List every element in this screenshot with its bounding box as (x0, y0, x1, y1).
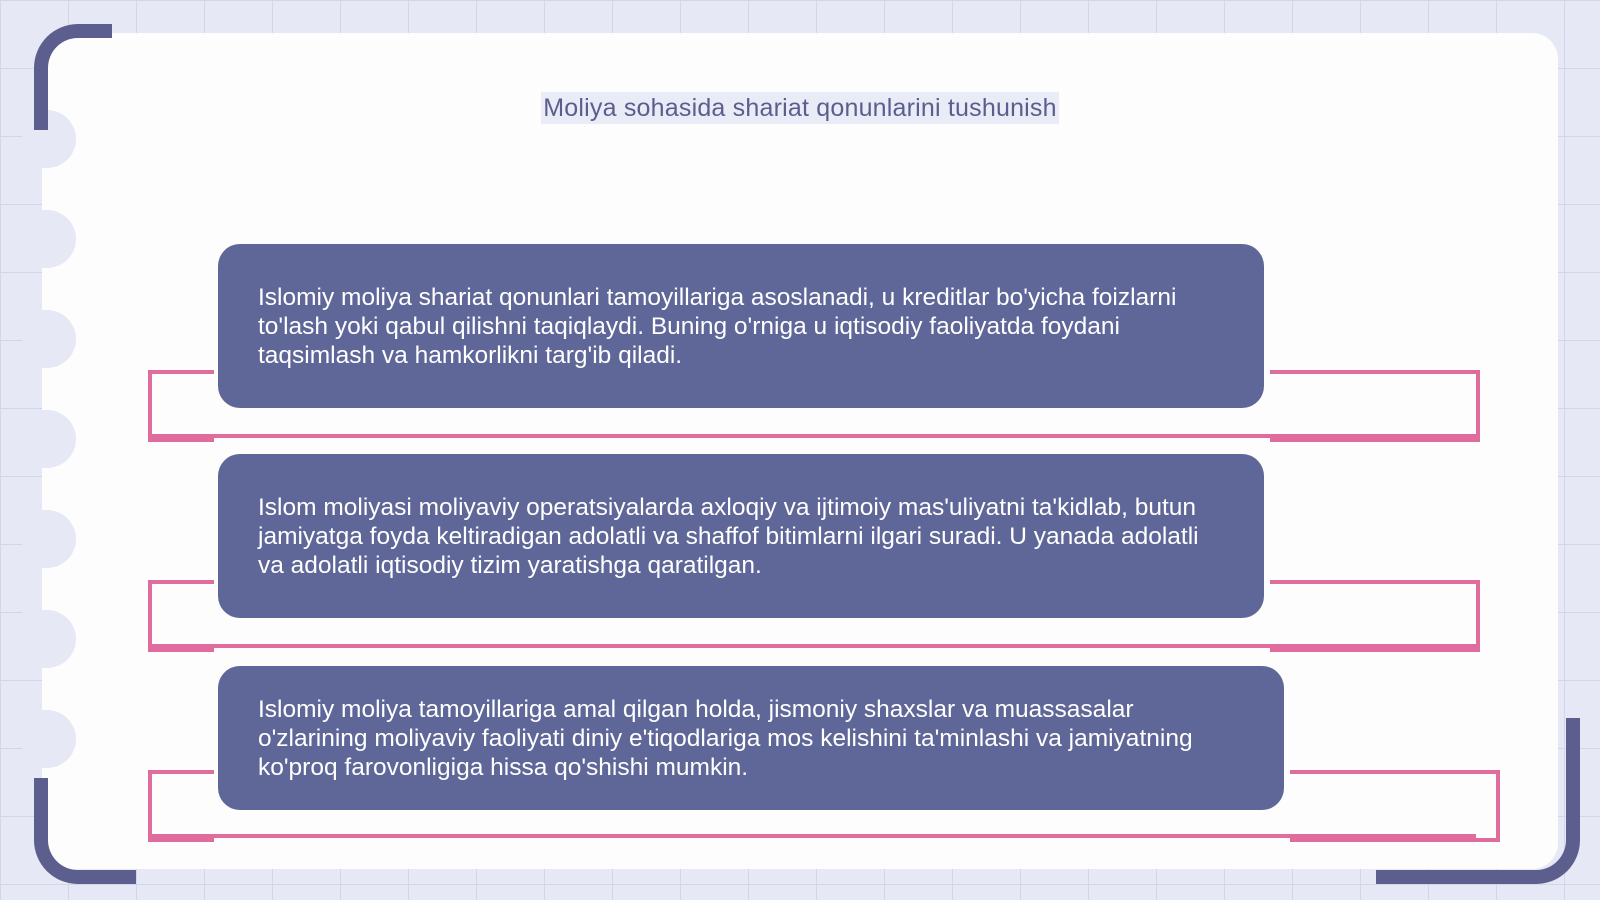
frame-corner-bottom-left (34, 778, 136, 884)
info-card-2 (218, 454, 1264, 618)
card-3-bracket-left (148, 770, 214, 842)
card-3-bracket-right (1290, 770, 1500, 842)
card-1-bracket-bottom (148, 434, 1476, 438)
info-card-3-text: Islomiy moliya tamoyillariga amal qilgan holda, jismoniy shaxslar va muassasalar o'zlarining moliyaviy faoliyati diniy e'tiqodlariga mos kelishini ta'minlashi va jamiyatning ko'proq farovonligiga hissa qo'shishi mumkin. (258, 695, 1193, 781)
info-card-3 (218, 666, 1284, 810)
info-card-2-text: Islom moliyasi moliyaviy operatsiyalarda axloqiy va ijtimoiy mas'uliyatni ta'kidlab, butun jamiyatga foyda keltiradigan adolatli va shaffof bitimlarni ilgari suradi. U yanada adolatli va adolatli iqtisodiy tizim yaratishga qaratilgan. (258, 493, 1199, 579)
slide-title (0, 94, 1600, 123)
slide-title-text: Moliya sohasida shariat qonunlarini tushunish (543, 94, 1057, 122)
card-2-bracket-bottom (148, 644, 1476, 648)
info-card-1-text: Islomiy moliya shariat qonunlari tamoyillariga asoslanadi, u kreditlar bo'yicha foizlarni to'lash yoki qabul qilishni taqiqlaydi. Buning o'rniga u iqtisodiy faoliyatda foydani taqsimlash va hamkorlikni targ'ib qiladi. (258, 283, 1177, 369)
card-2-bracket-right (1270, 580, 1480, 652)
card-1-bracket-left (148, 370, 214, 442)
card-3-bracket-bottom (148, 834, 1476, 838)
card-2-bracket-left (148, 580, 214, 652)
info-card-1 (218, 244, 1264, 408)
card-1-bracket-right (1270, 370, 1480, 442)
